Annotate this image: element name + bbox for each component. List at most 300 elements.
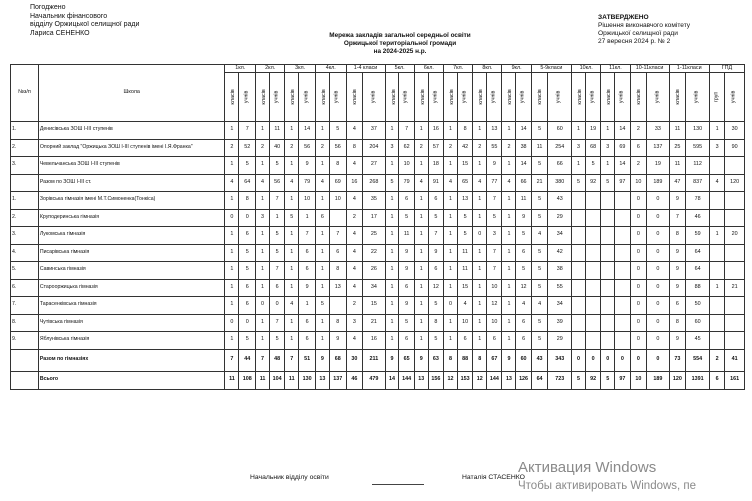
value-cell: 97 [615, 174, 630, 192]
value-cell: 16 [428, 122, 443, 140]
value-cell [586, 262, 601, 280]
value-cell: 0 [647, 297, 669, 315]
table-row [11, 227, 745, 245]
value-cell: 8 [669, 314, 686, 332]
value-cell: 1 [385, 192, 399, 210]
row-number: 7. [11, 297, 39, 315]
value-cell: 130 [299, 371, 316, 389]
value-cell: 1 [315, 279, 329, 297]
col-sub-header-label: класів [536, 89, 543, 105]
value-cell: 11 [531, 139, 548, 157]
value-cell [725, 244, 745, 262]
value-cell [572, 297, 586, 315]
col-sub-header [669, 73, 686, 122]
value-cell: 21 [531, 174, 548, 192]
value-cell [725, 262, 745, 280]
value-cell: 64 [531, 371, 548, 389]
value-cell [572, 227, 586, 245]
value-cell: 10 [329, 192, 346, 210]
value-cell: 67 [487, 349, 502, 371]
school-name: Писарівська гімназія [38, 244, 225, 262]
value-cell: 1 [225, 244, 239, 262]
value-cell [709, 192, 724, 210]
col-group-header: 7кл. [444, 65, 473, 73]
value-cell: 5 [428, 297, 443, 315]
col-sub-header [414, 73, 428, 122]
school-name: Опорний заклад "Оржицька ЗОШ I-III ступенів імені І.Я.Франка" [38, 139, 225, 157]
value-cell: 4 [346, 244, 363, 262]
value-cell: 5 [531, 279, 548, 297]
value-cell [615, 227, 630, 245]
value-cell: 0 [647, 227, 669, 245]
value-cell: 29 [548, 209, 572, 227]
value-cell: 1 [473, 209, 487, 227]
value-cell: 1 [315, 122, 329, 140]
value-cell: 0 [630, 209, 647, 227]
value-cell: 5 [457, 227, 472, 245]
col-sub-header-label: учнів [370, 90, 376, 104]
col-sub-header [531, 73, 548, 122]
value-cell: 57 [428, 139, 443, 157]
col-sub-header-label: класів [635, 89, 642, 105]
col-sub-header [601, 73, 615, 122]
value-cell: 39 [548, 314, 572, 332]
value-cell: 126 [516, 371, 531, 389]
value-cell: 9 [414, 349, 428, 371]
value-cell: 55 [487, 139, 502, 157]
value-cell: 8 [329, 157, 346, 175]
value-cell: 14 [516, 122, 531, 140]
value-cell: 1 [285, 157, 299, 175]
value-cell: 1 [414, 157, 428, 175]
table-row [11, 209, 745, 227]
col-sub-header-label: груп [713, 91, 720, 103]
value-cell: 380 [548, 174, 572, 192]
value-cell: 65 [399, 349, 414, 371]
value-cell: 1 [444, 262, 458, 280]
col-group-header: ГПД [709, 65, 744, 73]
col-sub-header-label: учнів [693, 90, 700, 104]
value-cell: 1 [444, 227, 458, 245]
col-sub-header-label: класів [390, 89, 397, 105]
value-cell: 343 [548, 349, 572, 371]
col-sub-header [256, 73, 270, 122]
value-cell: 6 [487, 332, 502, 350]
school-name: Савинська гімназія [38, 262, 225, 280]
value-cell: 1 [225, 297, 239, 315]
col-sub-header [428, 73, 443, 122]
value-cell: 1 [385, 227, 399, 245]
value-cell: 3 [601, 139, 615, 157]
title-line-2: Оржицької територіальної громади [343, 40, 457, 47]
value-cell [725, 157, 745, 175]
col-no-header: №з/п [11, 65, 39, 122]
value-cell: 5 [531, 122, 548, 140]
value-cell: 1 [270, 209, 285, 227]
value-cell: 6 [270, 279, 285, 297]
school-name: Круподеринська гімназія [38, 209, 225, 227]
value-cell: 5 [270, 157, 285, 175]
value-cell: 1 [444, 244, 458, 262]
col-group-header: 8кл. [473, 65, 502, 73]
value-cell: 5 [428, 209, 443, 227]
col-sub-header-label: учнів [654, 90, 661, 104]
approval-block-right [598, 14, 690, 46]
table-row [11, 314, 745, 332]
value-cell [615, 297, 630, 315]
value-cell: 42 [548, 244, 572, 262]
approval-line-2: Начальник фінансового [30, 12, 108, 20]
value-cell: 1 [502, 262, 516, 280]
value-cell: 4 [346, 157, 363, 175]
value-cell: 12 [516, 279, 531, 297]
value-cell: 137 [647, 139, 669, 157]
value-cell: 4 [444, 174, 458, 192]
value-cell: 4 [346, 122, 363, 140]
value-cell: 12 [428, 279, 443, 297]
value-cell: 0 [647, 262, 669, 280]
value-cell: 1 [473, 244, 487, 262]
value-cell: 14 [615, 122, 630, 140]
value-cell [601, 297, 615, 315]
row-number: 6. [11, 279, 39, 297]
col-group-header: 1-4 класи [346, 65, 385, 73]
value-cell: 3 [487, 227, 502, 245]
value-cell: 1 [502, 297, 516, 315]
value-cell: 104 [270, 371, 285, 389]
value-cell: 48 [270, 349, 285, 371]
value-cell: 26 [363, 262, 385, 280]
value-cell: 1 [502, 279, 516, 297]
value-cell: 0 [630, 244, 647, 262]
value-cell: 1 [709, 122, 724, 140]
value-cell: 9 [399, 244, 414, 262]
school-name: Разом по ЗОШ I-III ст. [38, 174, 225, 192]
value-cell: 1 [414, 209, 428, 227]
value-cell [601, 244, 615, 262]
value-cell [601, 192, 615, 210]
value-cell: 0 [239, 314, 256, 332]
value-cell: 5 [531, 157, 548, 175]
value-cell: 1 [256, 227, 270, 245]
value-cell: 1 [385, 244, 399, 262]
value-cell: 5 [399, 314, 414, 332]
table-row [11, 157, 745, 175]
value-cell: 2 [709, 349, 724, 371]
value-cell: 11 [225, 371, 239, 389]
value-cell: 9 [516, 209, 531, 227]
value-cell: 2 [285, 139, 299, 157]
school-name: Лукомська гімназія [38, 227, 225, 245]
school-name: Зорівська гімназія імені М.Т.Симоненка(Тонкіса) [38, 192, 225, 210]
col-sub-header [385, 73, 399, 122]
value-cell: 11 [669, 157, 686, 175]
col-sub-header [346, 73, 363, 122]
value-cell: 1 [502, 209, 516, 227]
value-cell: 1 [414, 122, 428, 140]
value-cell [572, 279, 586, 297]
value-cell [586, 192, 601, 210]
signature-position: Начальник відділу освіти [250, 474, 329, 481]
value-cell: 130 [686, 122, 710, 140]
value-cell [586, 314, 601, 332]
value-cell: 6 [315, 209, 329, 227]
value-cell [709, 314, 724, 332]
table-row [11, 279, 745, 297]
watermark-line-1: Активация Windows [518, 459, 657, 476]
col-sub-header-label: класів [507, 89, 514, 105]
value-cell: 79 [299, 174, 316, 192]
value-cell: 56 [329, 139, 346, 157]
value-cell [709, 262, 724, 280]
col-sub-header [399, 73, 414, 122]
value-cell: 2 [315, 139, 329, 157]
value-cell: 64 [686, 244, 710, 262]
col-sub-header-label: класів [290, 89, 297, 105]
value-cell: 59 [686, 227, 710, 245]
value-cell: 1 [502, 244, 516, 262]
approved-title: ЗАТВЕРДЖЕНО [598, 14, 649, 21]
value-cell: 7 [256, 349, 270, 371]
value-cell: 144 [487, 371, 502, 389]
value-cell [615, 262, 630, 280]
row-number: 8. [11, 314, 39, 332]
value-cell: 0 [647, 332, 669, 350]
value-cell: 9 [669, 279, 686, 297]
value-cell: 14 [385, 371, 399, 389]
value-cell: 11 [516, 192, 531, 210]
col-sub-header-label: учнів [589, 90, 596, 104]
col-sub-header [363, 73, 385, 122]
value-cell: 78 [686, 192, 710, 210]
value-cell: 6 [516, 332, 531, 350]
value-cell: 6 [428, 262, 443, 280]
value-cell: 6 [428, 192, 443, 210]
value-cell: 1 [385, 209, 399, 227]
value-cell: 5 [457, 209, 472, 227]
value-cell: 7 [428, 227, 443, 245]
col-sub-header [270, 73, 285, 122]
value-cell: 4 [285, 174, 299, 192]
value-cell: 7 [487, 192, 502, 210]
value-cell: 44 [239, 349, 256, 371]
value-cell: 27 [363, 157, 385, 175]
value-cell: 1 [385, 122, 399, 140]
value-cell: 2 [630, 157, 647, 175]
value-cell [725, 332, 745, 350]
value-cell: 153 [457, 371, 472, 389]
value-cell [586, 332, 601, 350]
value-cell: 1 [502, 227, 516, 245]
value-cell: 35 [363, 192, 385, 210]
value-cell: 8 [329, 314, 346, 332]
value-cell: 2 [346, 209, 363, 227]
value-cell: 0 [225, 209, 239, 227]
value-cell [586, 244, 601, 262]
value-cell: 5 [572, 371, 586, 389]
value-cell: 9 [399, 262, 414, 280]
value-cell: 2 [630, 122, 647, 140]
value-cell: 4 [414, 174, 428, 192]
value-cell: 8 [473, 349, 487, 371]
value-cell: 5 [531, 244, 548, 262]
value-cell: 7 [270, 314, 285, 332]
value-cell: 156 [428, 371, 443, 389]
value-cell: 7 [239, 122, 256, 140]
table-header-groups [11, 65, 745, 73]
value-cell: 120 [725, 174, 745, 192]
value-cell: 189 [647, 174, 669, 192]
value-cell: 2 [225, 139, 239, 157]
value-cell: 1 [315, 157, 329, 175]
col-sub-header-label: класів [351, 89, 358, 105]
value-cell: 1 [502, 192, 516, 210]
value-cell: 1 [414, 192, 428, 210]
col-sub-header [487, 73, 502, 122]
signature-line [372, 484, 424, 485]
value-cell [601, 314, 615, 332]
value-cell: 1 [444, 314, 458, 332]
value-cell: 77 [487, 174, 502, 192]
value-cell: 47 [669, 174, 686, 192]
value-cell: 10 [630, 371, 647, 389]
value-cell: 7 [270, 192, 285, 210]
value-cell: 7 [487, 262, 502, 280]
value-cell: 268 [363, 174, 385, 192]
value-cell: 0 [647, 209, 669, 227]
value-cell [586, 227, 601, 245]
value-cell: 1 [385, 157, 399, 175]
value-cell: 9 [399, 297, 414, 315]
value-cell: 1 [315, 314, 329, 332]
value-cell: 1 [473, 297, 487, 315]
value-cell: 34 [548, 227, 572, 245]
value-cell: 5 [285, 209, 299, 227]
value-cell: 254 [548, 139, 572, 157]
approved-line-4: 27 вересня 2024 р. № 2 [598, 38, 671, 45]
col-sub-header-label: класів [478, 89, 485, 105]
value-cell: 88 [686, 279, 710, 297]
title-line-3: на 2024-2025 н.р. [373, 48, 427, 55]
value-cell: 38 [516, 139, 531, 157]
value-cell: 6 [299, 332, 316, 350]
value-cell: 9 [385, 349, 399, 371]
value-cell: 17 [363, 209, 385, 227]
value-cell: 7 [299, 227, 316, 245]
value-cell: 6 [516, 244, 531, 262]
school-name: Разом по гімназіях [38, 349, 225, 371]
value-cell: 42 [457, 139, 472, 157]
value-cell: 6 [239, 227, 256, 245]
col-group-header: 1кл. [225, 65, 256, 73]
value-cell: 5 [531, 332, 548, 350]
value-cell: 92 [586, 174, 601, 192]
value-cell: 1 [444, 209, 458, 227]
value-cell: 0 [630, 349, 647, 371]
value-cell: 4 [516, 297, 531, 315]
value-cell: 9 [329, 332, 346, 350]
value-cell: 1 [414, 332, 428, 350]
value-cell: 65 [457, 174, 472, 192]
value-cell [572, 209, 586, 227]
value-cell: 1 [444, 157, 458, 175]
value-cell: 68 [329, 349, 346, 371]
value-cell: 12 [487, 297, 502, 315]
value-cell: 2 [502, 139, 516, 157]
value-cell: 3 [709, 139, 724, 157]
col-sub-header [572, 73, 586, 122]
value-cell: 1 [256, 279, 270, 297]
value-cell [601, 332, 615, 350]
value-cell: 4 [225, 174, 239, 192]
value-cell: 64 [239, 174, 256, 192]
value-cell: 1 [315, 227, 329, 245]
value-cell: 595 [686, 139, 710, 157]
windows-activation-watermark [518, 458, 696, 496]
value-cell: 7 [225, 349, 239, 371]
value-cell: 2 [473, 139, 487, 157]
value-cell: 46 [686, 209, 710, 227]
value-cell: 1 [444, 192, 458, 210]
value-cell: 8 [444, 349, 458, 371]
school-name: Старооржицька гімназія [38, 279, 225, 297]
value-cell: 1 [285, 244, 299, 262]
value-cell: 0 [601, 349, 615, 371]
col-sub-header-label: класів [674, 89, 681, 105]
value-cell: 5 [572, 174, 586, 192]
value-cell: 5 [239, 157, 256, 175]
value-cell: 6 [399, 192, 414, 210]
value-cell: 7 [669, 209, 686, 227]
value-cell: 3 [346, 314, 363, 332]
school-name: Чутівська гімназія [38, 314, 225, 332]
value-cell: 0 [444, 297, 458, 315]
value-cell: 204 [363, 139, 385, 157]
value-cell: 1 [299, 209, 316, 227]
value-cell: 12 [473, 371, 487, 389]
value-cell: 79 [399, 174, 414, 192]
col-sub-header-label: учнів [273, 90, 280, 104]
col-sub-header-label: учнів [519, 90, 526, 104]
value-cell: 1 [256, 157, 270, 175]
value-cell: 29 [548, 332, 572, 350]
col-sub-header [225, 73, 239, 122]
value-cell: 68 [586, 139, 601, 157]
row-number [11, 371, 39, 389]
value-cell: 6 [299, 314, 316, 332]
value-cell: 10 [487, 279, 502, 297]
value-cell: 112 [686, 157, 710, 175]
value-cell: 1 [285, 314, 299, 332]
value-cell: 5 [487, 209, 502, 227]
value-cell: 66 [548, 157, 572, 175]
value-cell: 43 [548, 192, 572, 210]
value-cell: 137 [329, 371, 346, 389]
table-total-row [11, 371, 745, 389]
value-cell: 60 [548, 122, 572, 140]
col-group-header: 1-11класи [669, 65, 709, 73]
value-cell: 41 [725, 349, 745, 371]
col-group-header: 11кл. [601, 65, 630, 73]
school-name: Денисівська ЗОШ I-III ступенів [38, 122, 225, 140]
value-cell: 1 [502, 122, 516, 140]
col-sub-header [285, 73, 299, 122]
value-cell: 4 [315, 174, 329, 192]
col-sub-header [329, 73, 346, 122]
value-cell: 0 [630, 297, 647, 315]
value-cell: 11 [399, 227, 414, 245]
row-number: 2. [11, 209, 39, 227]
